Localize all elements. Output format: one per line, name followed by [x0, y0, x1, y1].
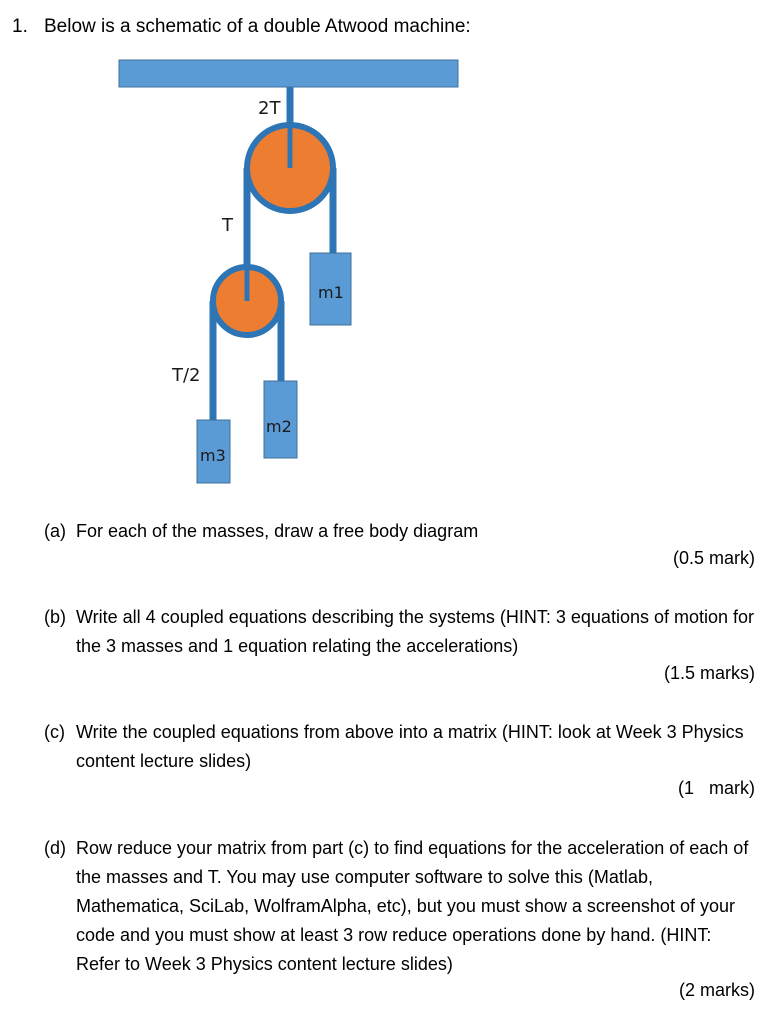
double-atwood-diagram	[0, 0, 783, 500]
tension-label-T: T	[222, 215, 233, 236]
part-a	[44, 517, 759, 546]
question-title: Below is a schematic of a double Atwood machine:	[44, 16, 471, 37]
part-d-letter: (d)	[44, 838, 66, 858]
part-b-text: Write all 4 coupled equations describing the systems (HINT: 3 equations of motion for the 3 masses and 1 equation relating the accelerations)	[76, 607, 755, 656]
part-b	[44, 603, 759, 661]
part-c	[44, 718, 759, 776]
mass-label-m3: m3	[200, 446, 226, 465]
part-a-letter: (a)	[44, 521, 66, 541]
part-d	[44, 834, 759, 979]
part-c-text: Write the coupled equations from above into a matrix (HINT: look at Week 3 Physics content lecture slides)	[76, 722, 744, 771]
tension-label-2T: 2T	[258, 98, 281, 119]
tension-label-T-half: T/2	[172, 365, 201, 386]
part-d-text: Row reduce your matrix from part (c) to find equations for the acceleration of each of the masses and T. You may use computer software to solve this (Matlab, Mathematica, SciLab, WolframAlpha, etc), but you must show a screenshot of your code and you must show at least 3 row reduce operations done by hand. (HINT: Refer to Week 3 Physics content lecture slides)	[76, 838, 749, 974]
mass-label-m2: m2	[266, 417, 292, 436]
mass-label-m1: m1	[318, 283, 344, 302]
question-number: 1.	[12, 16, 28, 37]
ceiling-support	[119, 60, 458, 87]
part-b-letter: (b)	[44, 607, 66, 627]
part-c-marks: (1 mark)	[677, 778, 755, 798]
part-a-marks: (0.5 mark)	[672, 548, 755, 568]
part-d-marks: (2 marks)	[679, 980, 755, 1000]
part-c-letter: (c)	[44, 722, 65, 742]
part-a-text: For each of the masses, draw a free body diagram	[76, 521, 479, 541]
part-b-marks: (1.5 marks)	[663, 663, 755, 683]
